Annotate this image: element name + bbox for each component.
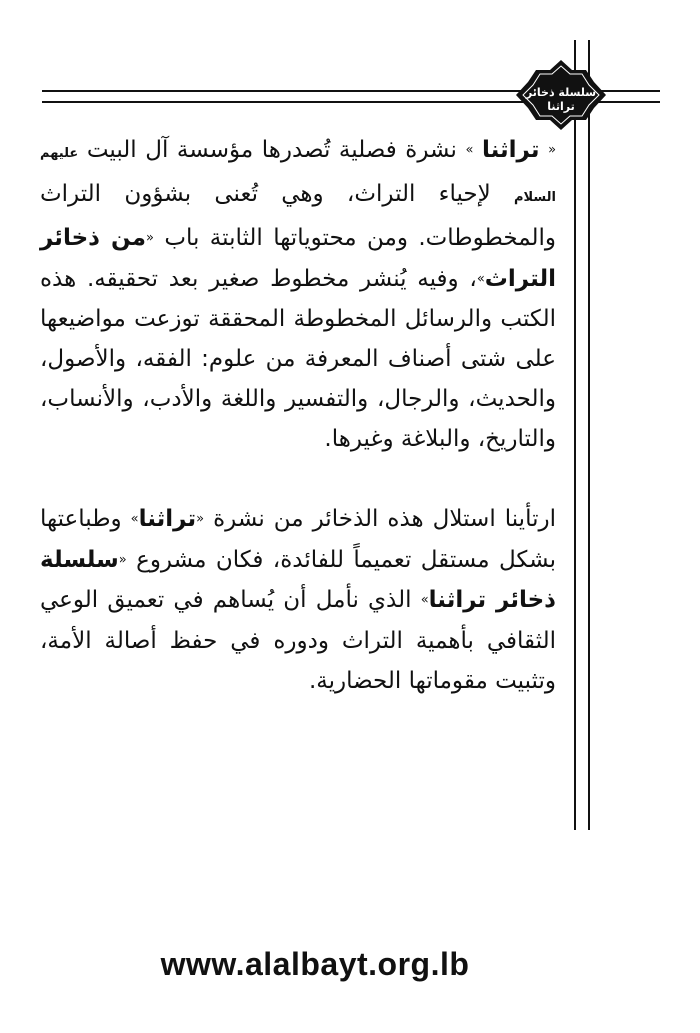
paragraph-1-text-b: لإحياء التراث، وهي تُعنى بشؤون التراث والمخطوطات. ومن محتوياتها الثابتة باب [40,181,556,251]
quote-close: » [420,592,429,608]
paragraph-1 [40,130,556,459]
paragraph-2 [40,499,556,701]
series-name: سلسلة ذخائر تراثنا [40,546,556,613]
magazine-name: تراثنا [482,137,540,163]
quote-open: « [196,511,205,527]
section-name: من ذخائر التراث [40,225,556,292]
series-badge-label: سلسلة ذخائر تراثنا [525,86,597,113]
footer-url[interactable]: www.alalbayt.org.lb [160,946,470,982]
quote-open: « [548,142,557,158]
quote-open: « [145,230,154,246]
quote-open: « [118,552,127,567]
quote-close: » [465,142,474,158]
paragraph-1-text-c: ، وفيه يُنشر مخطوط صغير بعد تحقيقه. هذه الكتب والرسائل المخطوطة المحققة توزعت مواضيعها على شتى أصناف المعرفة من علوم: الفقه، والأصول، والحديث، والرجال، والتفسير واللغة والأدب، والأنساب، والتاريخ، والبلاغة وغيرها. [40,265,556,452]
paragraph-2-text-a: ارتأينا استلال هذه الذخائر من نشرة [213,506,556,532]
quote-close: » [130,511,139,527]
honorific-mark: عليهم السلام [40,146,556,205]
magazine-name: تراثنا [138,506,197,532]
side-rule-left [574,40,576,830]
side-rule-right [588,40,590,830]
paragraph-2-text-c: الذي نأمل أن يُساهم في تعميق الوعي الثقافي بأهمية التراث ودوره في حفظ أصالة الأمة، وتثبيت مقوماتها الحضارية. [40,587,556,694]
quote-close: » [476,271,485,286]
paragraph-2-text-b: وطباعتها بشكل مستقل تعميماً للفائدة، فكان مشروع [40,506,556,573]
intro-text [40,130,556,701]
paragraph-1-text-a: نشرة فصلية تُصدرها مؤسسة آل البيت [86,137,457,163]
